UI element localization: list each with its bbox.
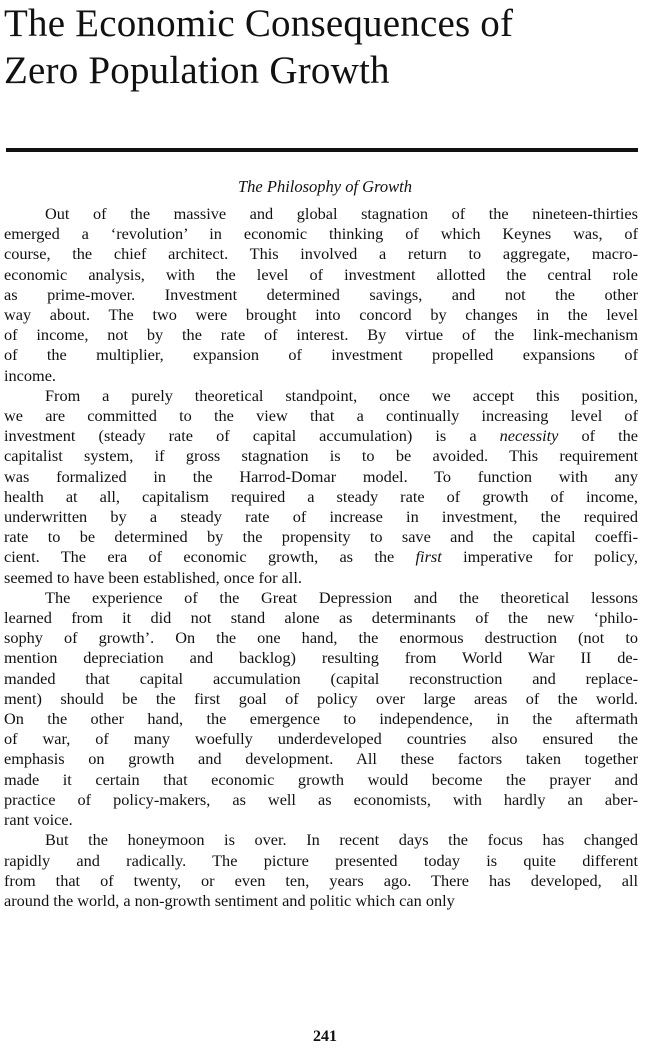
- body-text: [4, 204, 638, 911]
- text-line: income.: [4, 365, 56, 385]
- paragraph: [4, 204, 638, 386]
- text-line: manded that capital accumulation (capital reconstruction and replace-: [4, 668, 638, 688]
- text-line: as prime-mover. Investment determined savings, and not the other: [4, 284, 638, 304]
- text-line: course, the chief architect. This involved a return to aggregate, macro-: [4, 244, 638, 264]
- text-line: Out of the massive and global stagnation of the nineteen-thirties: [45, 204, 638, 223]
- text-line: emerged a ‘revolution’ in economic thinking of which Keynes was, of: [4, 224, 638, 244]
- text-line: On the other hand, the emergence to independence, in the aftermath: [4, 709, 638, 729]
- paragraph: [4, 588, 638, 830]
- text-line: around the world, a non-growth sentiment and politic which can only: [4, 890, 455, 910]
- text-line: ment) should be the first goal of policy over large areas of the world.: [4, 688, 638, 708]
- text-line: rapidly and radically. The picture presented today is quite different: [4, 850, 638, 870]
- emphasis: first: [415, 547, 442, 567]
- text-line: economic analysis, with the level of investment allotted the central role: [4, 264, 638, 284]
- page-number: 241: [313, 1028, 337, 1045]
- text-line: from that of twenty, or even ten, years ago. There has developed, all: [4, 870, 638, 890]
- text-line: From a purely theoretical standpoint, once we accept this position,: [45, 385, 638, 405]
- text-line: practice of policy-makers, as well as economists, with hardly an aber-: [4, 789, 638, 809]
- text-line: emphasis on growth and development. All these factors taken together: [4, 749, 638, 769]
- text-line: of the multiplier, expansion of investment propelled expansions of: [4, 345, 638, 365]
- text-line: made it certain that economic growth would become the prayer and: [4, 769, 638, 789]
- text-line: underwritten by a steady rate of increase in investment, the required: [4, 507, 638, 527]
- title-line-2: Zero Population Growth: [4, 49, 390, 92]
- text-line: The experience of the Great Depression and the theoretical lessons: [45, 587, 638, 607]
- paragraph: [4, 830, 638, 911]
- title-divider: [6, 148, 638, 152]
- text-line: mention depreciation and backlog) resulting from World War II de-: [4, 648, 638, 668]
- text-line: rate to be determined by the propensity to save and the capital coeffi-: [4, 527, 638, 547]
- section-heading: The Philosophy of Growth: [237, 177, 412, 196]
- text-line: cient. The era of economic growth, as the first imperative for policy,: [4, 547, 638, 567]
- text-line: sophy of growth’. On the one hand, the enormous destruction (not to: [4, 628, 638, 648]
- text-line: But the honeymoon is over. In recent days the focus has changed: [45, 830, 638, 850]
- text-line: rant voice.: [4, 810, 73, 830]
- text-line: was formalized in the Harrod-Domar model. To function with any: [4, 466, 638, 486]
- text-line: of war, of many woefully underdeveloped countries also ensured the: [4, 729, 638, 749]
- title-line-1: The Economic Consequences of: [4, 2, 514, 45]
- emphasis: necessity: [499, 426, 559, 446]
- text-line: investment (steady rate of capital accumulation) is a necessity of the: [4, 426, 638, 446]
- text-line: way about. The two were brought into concord by changes in the level: [4, 305, 638, 325]
- text-line: of income, not by the rate of interest. By virtue of the link-mechanism: [4, 325, 638, 345]
- text-line: capitalist system, if gross stagnation is to be avoided. This requirement: [4, 446, 638, 466]
- paragraph: [4, 386, 638, 588]
- text-line: we are committed to the view that a continually increasing level of: [4, 406, 638, 426]
- page-title: [4, 0, 513, 94]
- text-line: learned from it did not stand alone as determinants of the new ‘philo-: [4, 608, 638, 628]
- text-line: health at all, capitalism required a steady rate of growth of income,: [4, 486, 638, 506]
- text-line: seemed to have been established, once for all.: [4, 567, 302, 587]
